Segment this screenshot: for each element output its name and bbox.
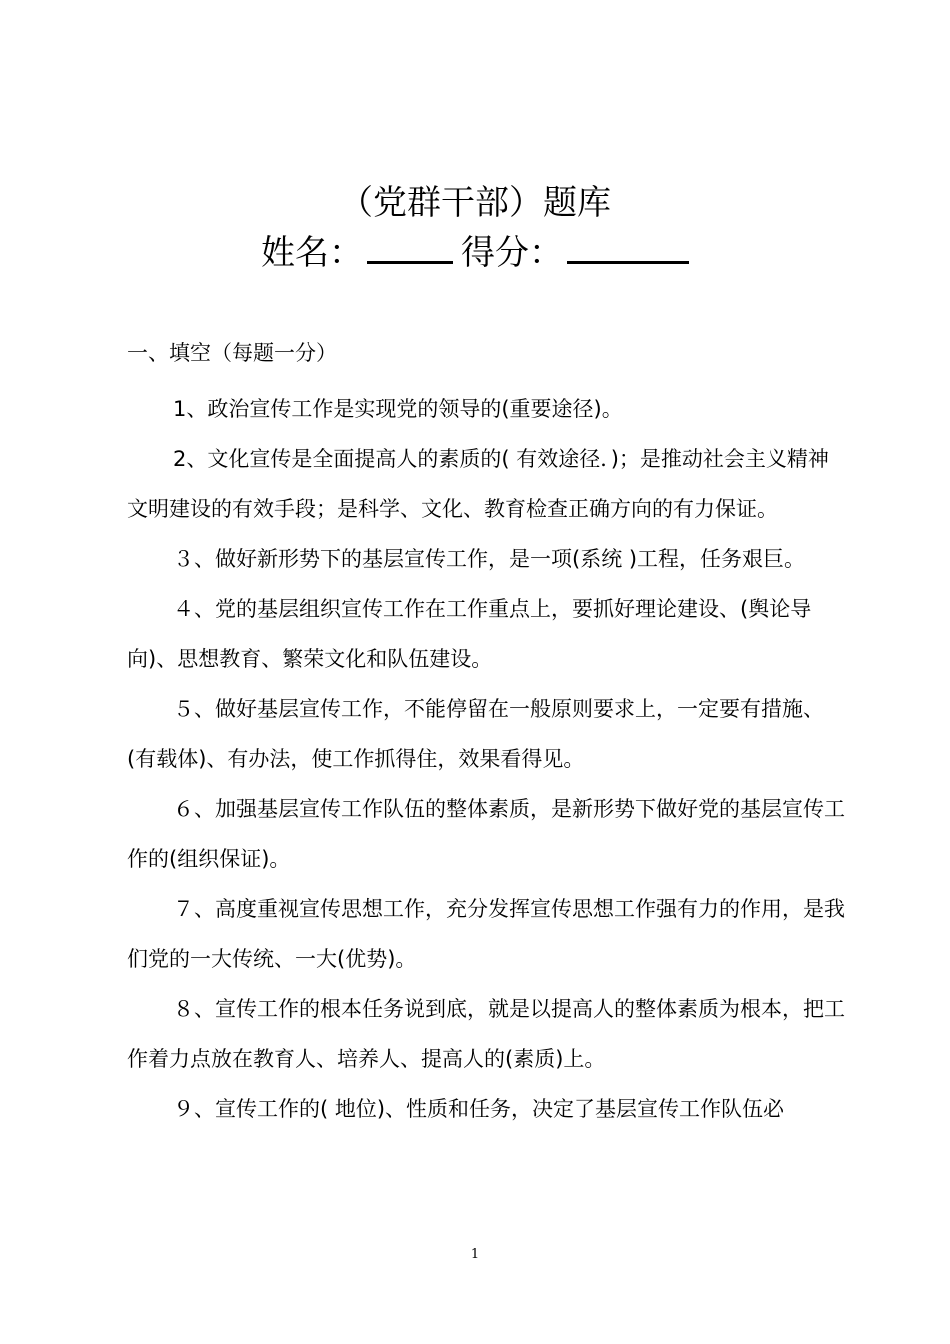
question-list — [127, 384, 847, 1134]
name-label: 姓名： — [261, 233, 363, 273]
question-item: ９、宣传工作的( 地位)、性质和任务，决定了基层宣传工作队伍必 — [173, 1097, 785, 1121]
name-blank — [367, 260, 453, 264]
question-item: ７、高度重视宣传思想工作，充分发挥宣传思想工作强有力的作用，是我们党的一大传统、一大(优势)。 — [127, 897, 845, 971]
score-label: 得分： — [461, 233, 563, 273]
question-item: ５、做好基层宣传工作，不能停留在一般原则要求上，一定要有措施、(有载体)、有办法，使工作抓得住，效果看得见。 — [127, 697, 824, 771]
question-item: 2、文化宣传是全面提高人的素质的( 有效途径．)；是推动社会主义精神文明建设的有效手段；是科学、文化、教育检查正确方向的有力保证。 — [127, 447, 829, 521]
question-item: ８、宣传工作的根本任务说到底，就是以提高人的整体素质为根本，把工作着力点放在教育人、培养人、提高人的(素质)上。 — [127, 997, 845, 1071]
name-score-line — [0, 228, 950, 278]
question-item: ４、党的基层组织宣传工作在工作重点上，要抓好理论建设、(舆论导向)、思想教育、繁荣文化和队伍建设。 — [127, 597, 812, 671]
page-number: 1 — [470, 1247, 480, 1262]
score-blank — [567, 260, 689, 264]
page-title: （党群干部）题库 — [339, 183, 611, 223]
section-heading: 一、填空（每题一分） — [127, 341, 337, 365]
question-item: 1、政治宣传工作是实现党的领导的(重要途径)。 — [173, 397, 623, 421]
question-item: ６、加强基层宣传工作队伍的整体素质，是新形势下做好党的基层宣传工作的(组织保证)。 — [127, 797, 845, 871]
question-item: ３、做好新形势下的基层宣传工作，是一项(系统 )工程，任务艰巨。 — [173, 547, 806, 571]
